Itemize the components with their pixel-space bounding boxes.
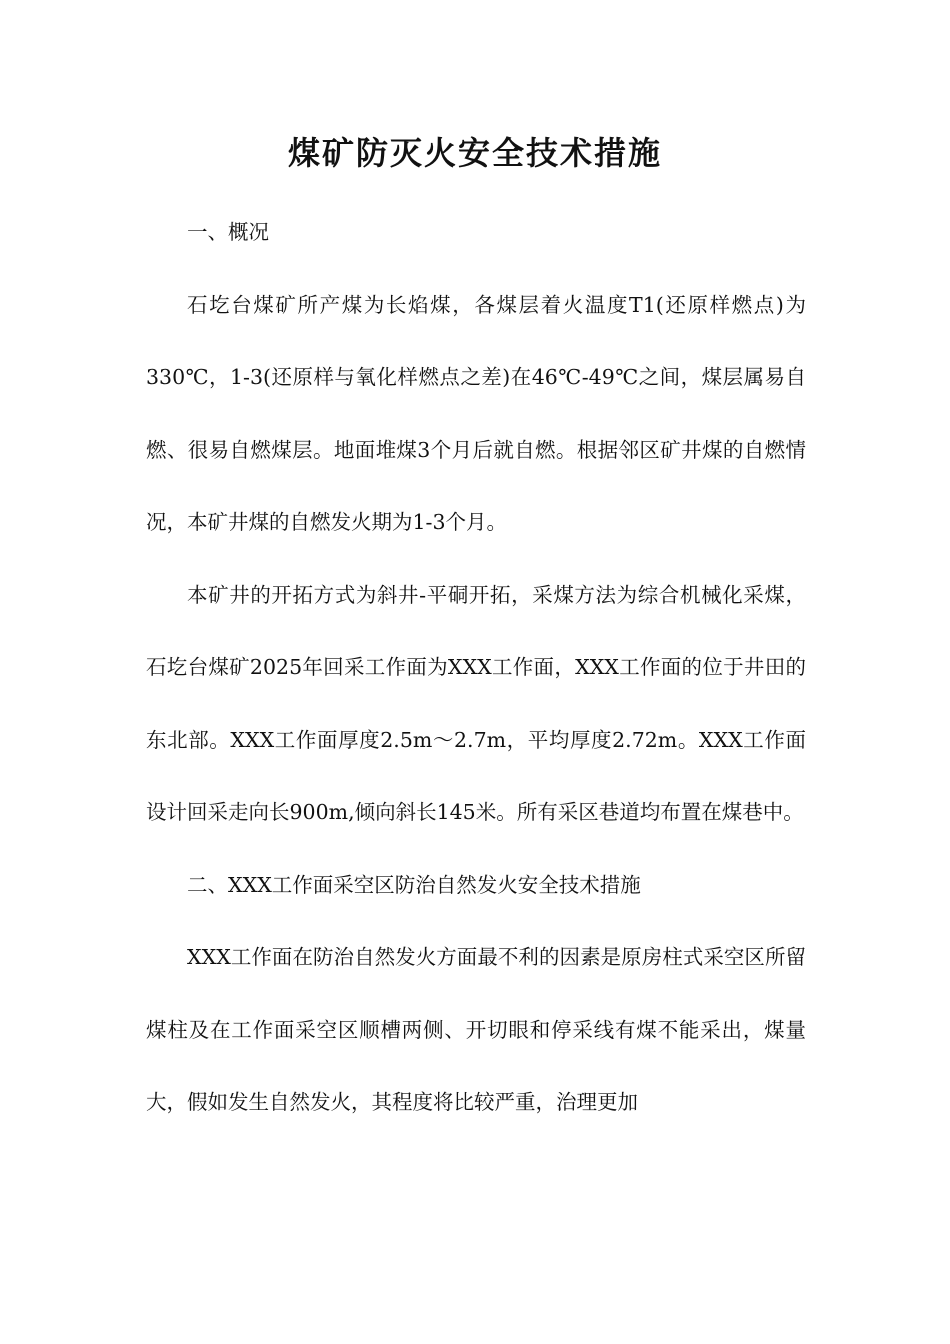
section-overview xyxy=(146,196,806,849)
document-title: 煤矿防灭火安全技术措施 xyxy=(287,134,662,172)
document-body xyxy=(146,196,806,1139)
paragraph: 石圪台煤矿所产煤为长焰煤，各煤层着火温度T1(还原样燃点)为330℃，1-3(还原样与氧化样燃点之差)在46℃-49℃之间，煤层属易自燃、很易自燃煤层。地面堆煤3个月后就自燃。根据邻区矿井煤的自燃情况，本矿井煤的自燃发火期为1-3个月。 xyxy=(146,292,806,534)
section-fire-prevention xyxy=(146,849,806,1139)
section-heading: 一、概况 xyxy=(187,220,269,244)
paragraph: XXX工作面在防治自然发火方面最不利的因素是原房柱式采空区所留煤柱及在工作面采空区顺槽两侧、开切眼和停采线有煤不能采出，煤量大，假如发生自然发火，其程度将比较严重，治理更加 xyxy=(146,945,806,1114)
section-heading: 二、XXX工作面采空区防治自然发火安全技术措施 xyxy=(187,872,641,897)
paragraph: 本矿井的开拓方式为斜井-平硐开拓，采煤方法为综合机械化采煤，石圪台煤矿2025年回采工作面为XXX工作面，XXX工作面的位于井田的东北部。XXX工作面厚度2.5m～2.7m，平均厚度2.72m。XXX工作面设计回采走向长900m,倾向斜长145米。所有采区巷道均布置在煤巷中。 xyxy=(146,582,806,824)
